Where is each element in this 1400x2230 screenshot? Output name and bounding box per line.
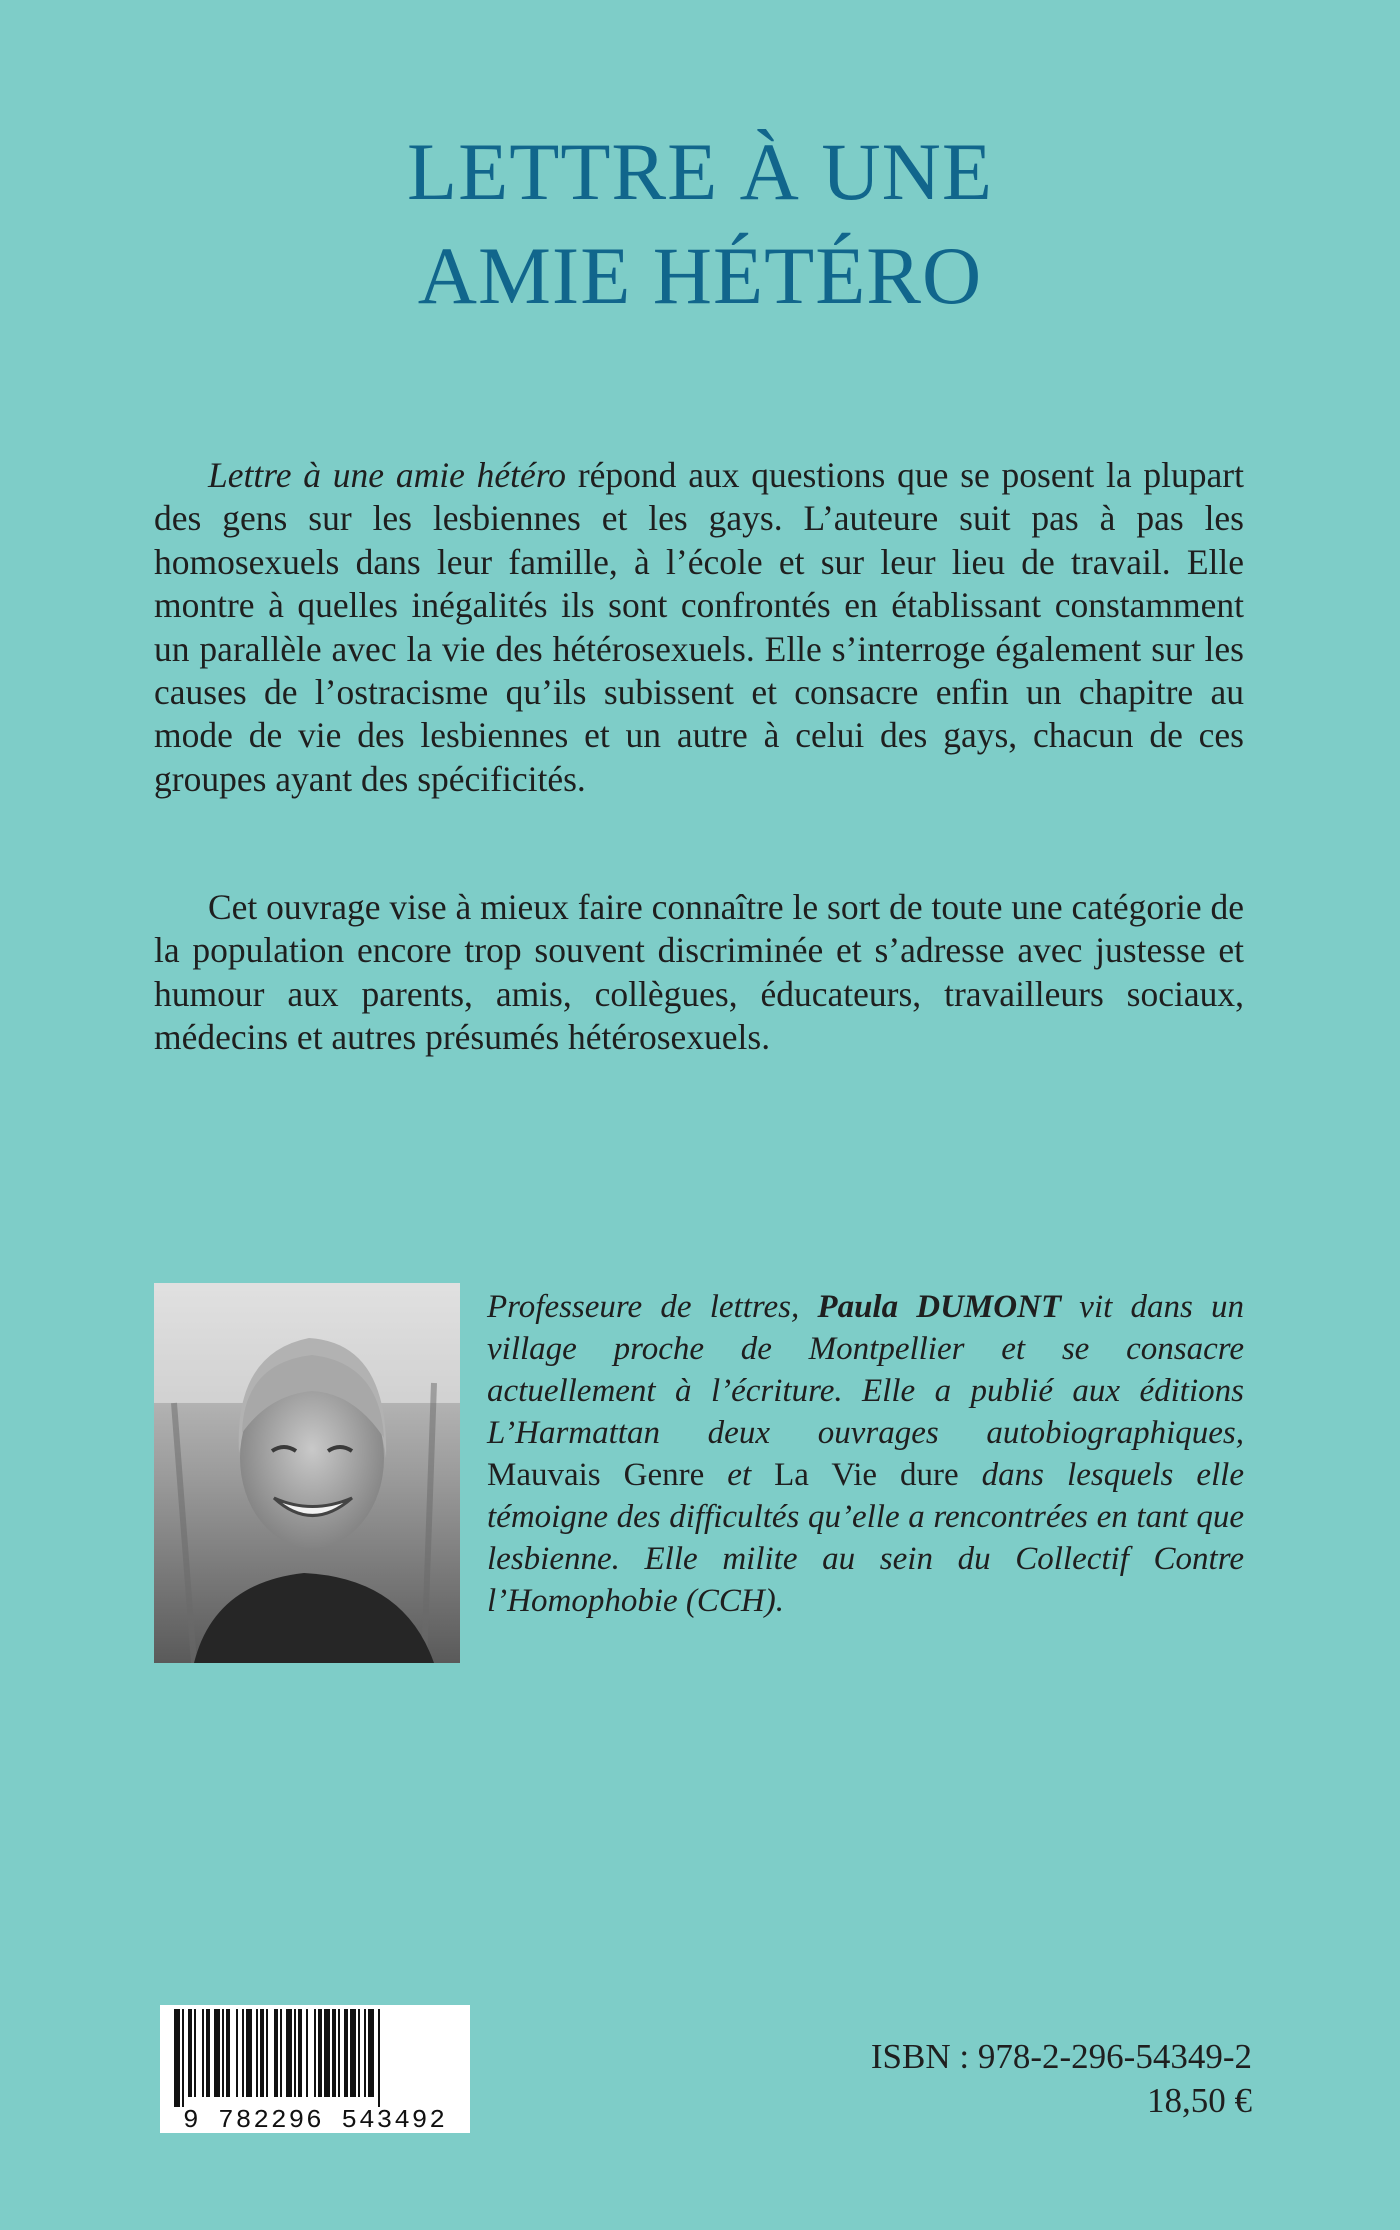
barcode-bar [202, 2009, 204, 2097]
summary-paragraph-2: Cet ouvrage vise à mieux faire connaître le sort de toute une catégorie de la population encore trop souvent discriminée et s’adresse avec justesse et humour aux parents, amis, collègues, éducateurs, travailleurs sociaux, médecins et autres présumés hétérosexuels. [154, 887, 1244, 1058]
summary-book-title: Lettre à une amie hétéro [208, 455, 567, 495]
barcode-bar [306, 2009, 308, 2097]
author-bio-part-3: dans lesquels elle témoigne des difficultés qu’elle a rencontrées en tant que lesbienne. Elle milite au sein du Collectif Contre l’Homophobie (CCH). [487, 1457, 1244, 1619]
ean-barcode [160, 2005, 470, 2133]
author-bio-intro: Professeure de lettres, [487, 1289, 818, 1325]
book-title-line-2: AMIE HÉTÉRO [417, 230, 983, 321]
author-name: Paula DUMONT [817, 1289, 1062, 1325]
author-bio [487, 1286, 1244, 1622]
barcode-digits: 9 782296 543492 [182, 2105, 448, 2133]
barcode-bar [182, 2009, 184, 2107]
barcode-bar [246, 2009, 252, 2097]
barcode-bar [332, 2009, 336, 2097]
barcode-bar [350, 2009, 356, 2097]
summary-paragraph-1-text: répond aux questions que se posent la plupart des gens sur les lesbiennes et les gays. L’auteure suit pas à pas les homosexuels dans leur famille, à l’école et sur leur lieu de travail. Elle montre à quelles inégalités ils sont confrontés en établissant constamment un parallèle avec la vie des hétérosexuels. Elle s’interroge également sur les causes de l’ostracisme qu’ils subissent et consacre enfin un chapitre au mode de vie des lesbiennes et un autre à celui des gays, chacun de ces groupes ayant des spécificités. [154, 455, 1244, 799]
isbn-price-block [871, 2035, 1252, 2123]
book-mauvais-genre: Mauvais Genre [487, 1457, 705, 1493]
barcode-bar [242, 2009, 244, 2097]
barcode-bar [174, 2009, 180, 2107]
book-title-line-1: LETTRE À UNE [407, 126, 993, 217]
barcode-bar [194, 2009, 196, 2097]
barcode-bar [256, 2009, 258, 2097]
author-portrait-graphic [154, 1283, 460, 1663]
barcode-bar [364, 2009, 366, 2097]
author-bio-and: et [704, 1457, 775, 1493]
book-la-vie-dure: La Vie dure [774, 1457, 959, 1493]
barcode-bar [236, 2009, 238, 2097]
barcode-bar [298, 2009, 302, 2097]
barcode-bar [338, 2009, 340, 2097]
barcode-bar [280, 2009, 282, 2097]
barcode-bar [318, 2009, 322, 2097]
barcode-bar [214, 2009, 220, 2097]
barcode-bar [324, 2009, 330, 2097]
book-title [0, 120, 1400, 328]
barcode-bar [260, 2009, 264, 2097]
barcode-icon [160, 2005, 470, 2133]
barcode-bar [188, 2009, 192, 2097]
barcode-bar [206, 2009, 210, 2097]
barcode-bar [266, 2009, 268, 2097]
barcode-bar [274, 2009, 278, 2097]
barcode-bar [358, 2009, 360, 2097]
barcode-bar [222, 2009, 224, 2097]
barcode-bar [314, 2009, 316, 2097]
summary-paragraph-1 [154, 454, 1244, 801]
barcode-bar [286, 2009, 292, 2097]
author-bio-part-2: vit dans un village proche de Montpellier et se consacre actuellement à l’écriture. Elle a publié aux éditions L’Harmattan deux ouvrages autobiographiques, [487, 1289, 1244, 1451]
price: 18,50 € [1147, 2081, 1252, 2120]
barcode-bar [226, 2009, 230, 2097]
barcode-bar [378, 2009, 380, 2107]
barcode-bar [368, 2009, 374, 2097]
barcode-bar [294, 2009, 296, 2097]
author-photo [154, 1283, 460, 1663]
isbn-number: ISBN : 978-2-296-54349-2 [870, 2037, 1252, 2076]
barcode-bar [344, 2009, 348, 2097]
